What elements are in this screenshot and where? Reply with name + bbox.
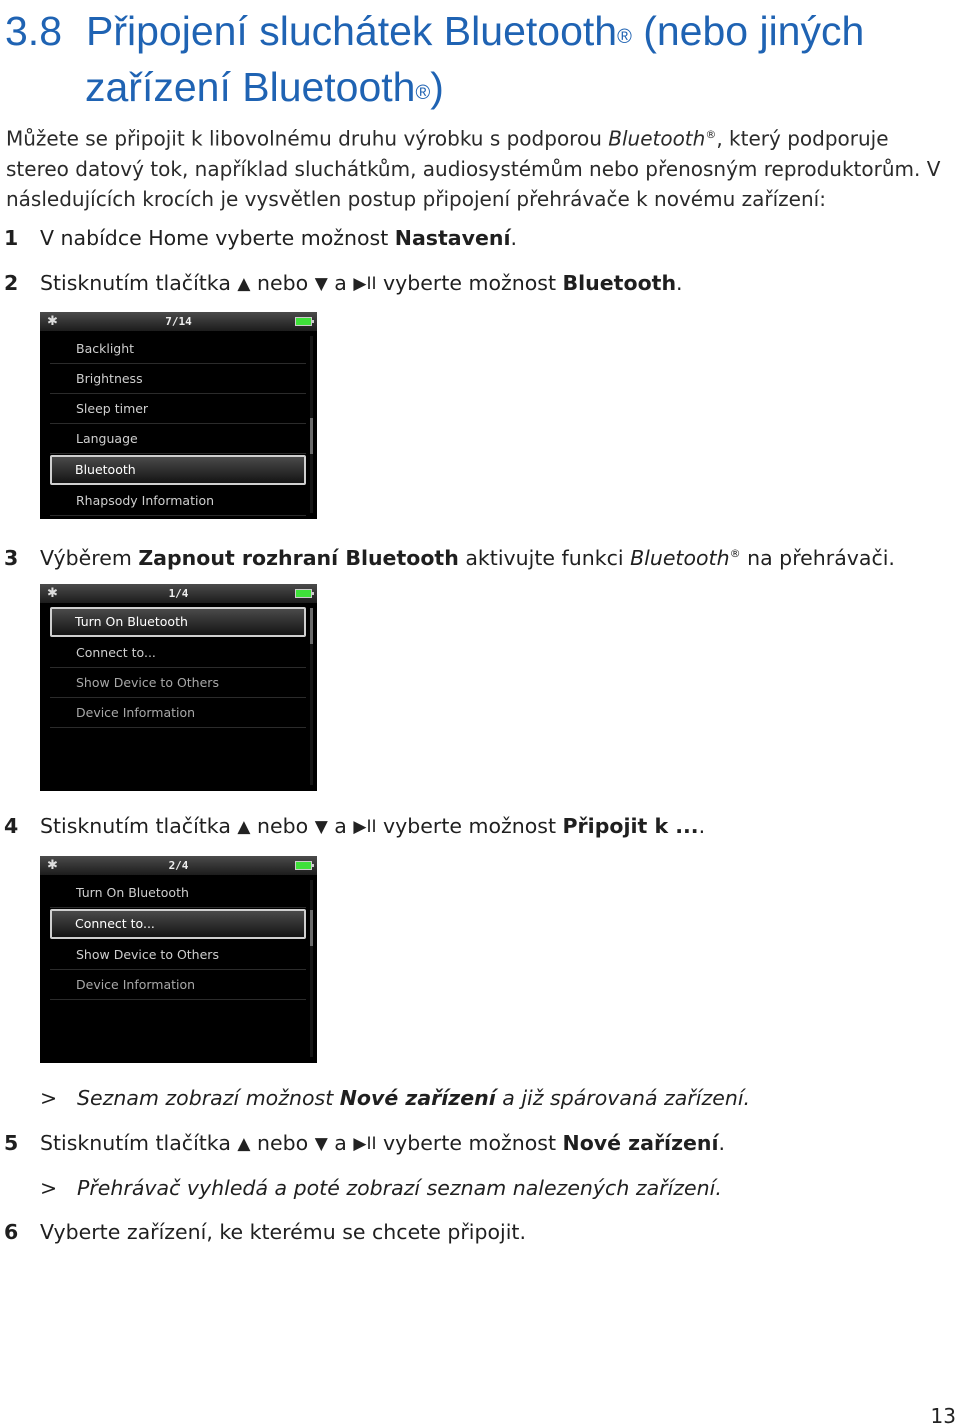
page-number: 13 — [930, 1404, 956, 1428]
step-end: . — [718, 1131, 726, 1155]
menu-item[interactable]: Connect to... — [50, 638, 306, 668]
scrollbar[interactable] — [310, 336, 313, 513]
down-arrow-icon: ▼ — [314, 817, 328, 837]
status-bar — [40, 312, 317, 331]
menu-item[interactable]: Brightness — [50, 364, 306, 394]
play-pause-icon: ▶II — [353, 817, 377, 837]
step-text: Stisknutím tlačítka — [40, 271, 238, 295]
registered-mark: ® — [729, 547, 741, 560]
menu-item[interactable]: Show Device to Others — [50, 940, 306, 970]
scroll-thumb[interactable] — [310, 418, 313, 454]
menu-item[interactable]: Backlight — [50, 334, 306, 364]
intro-bluetooth: Bluetooth — [608, 126, 706, 151]
result-text: a již spárovaná zařízení. — [495, 1086, 751, 1110]
item-counter: 2/4 — [168, 859, 189, 872]
step-number: 3 — [4, 545, 19, 570]
step-bold: Nastavení — [394, 226, 511, 250]
step-bold: Zapnout rozhraní Bluetooth — [138, 545, 459, 570]
step-1 — [4, 224, 517, 252]
intro-text-2: , který podporuje stereo datový tok, například sluchátkům, audiosystémům nebo přenosným reproduktorům. V následujících krocích je vysvětlen postup připojení přehrávače k novému zařízení: — [6, 126, 941, 211]
result-text: Přehrávač vyhledá a poté zobrazí seznam nalezených zařízení. — [77, 1176, 722, 1200]
down-arrow-icon: ▼ — [314, 1134, 328, 1154]
menu-list — [50, 878, 306, 1000]
step-text: nebo — [250, 1131, 315, 1155]
battery-icon — [295, 589, 312, 598]
step-text: aktivujte funkci — [458, 545, 631, 570]
step-bold: Připojit k ... — [562, 814, 699, 838]
intro-paragraph — [6, 120, 956, 214]
play-pause-icon: ▶II — [353, 274, 377, 294]
scrollbar[interactable] — [310, 880, 313, 1057]
battery-icon — [295, 861, 312, 870]
step-5-result — [40, 1174, 722, 1202]
step-3 — [4, 540, 895, 572]
heading-line-1-tail: (nebo jiných — [631, 8, 865, 54]
menu-item[interactable]: Turn On Bluetooth — [50, 878, 306, 908]
registered-mark: ® — [415, 82, 431, 104]
battery-icon — [295, 317, 312, 326]
step-5 — [4, 1129, 725, 1159]
step-number: 4 — [4, 814, 19, 838]
step-text: vyberte možnost — [376, 271, 563, 295]
item-counter: 7/14 — [165, 315, 192, 328]
scroll-thumb[interactable] — [310, 910, 313, 946]
step-text: Stisknutím tlačítka — [40, 1131, 238, 1155]
step-text: a — [327, 814, 354, 838]
menu-item-selected[interactable]: Bluetooth — [50, 455, 306, 485]
step-end: . — [698, 814, 706, 838]
menu-list — [50, 606, 306, 728]
menu-item[interactable]: Language — [50, 424, 306, 454]
up-arrow-icon: ▲ — [237, 1134, 251, 1154]
up-arrow-icon: ▲ — [237, 817, 251, 837]
device-screen-bluetooth-1 — [40, 584, 317, 791]
result-text: Seznam zobrazí možnost — [77, 1086, 340, 1110]
device-screen-bluetooth-2 — [40, 856, 317, 1063]
registered-mark: ® — [617, 26, 632, 48]
step-text: vyberte možnost — [376, 1131, 563, 1155]
scrollbar[interactable] — [310, 608, 313, 785]
step-number: 1 — [4, 226, 19, 250]
step-end: . — [510, 226, 518, 250]
registered-mark: ® — [705, 128, 717, 141]
step-bluetooth: Bluetooth — [630, 545, 730, 570]
heading-line-2-tail: ) — [430, 64, 444, 110]
heading-line-2: zařízení Bluetooth — [85, 64, 416, 110]
step-bold: Bluetooth — [562, 271, 677, 295]
menu-item[interactable]: Rhapsody Information — [50, 486, 306, 516]
step-text: V nabídce Home vyberte možnost — [40, 226, 395, 250]
gear-icon: ✱ — [47, 858, 58, 873]
gear-icon: ✱ — [47, 314, 58, 329]
step-number: 5 — [4, 1131, 19, 1155]
gear-icon: ✱ — [47, 586, 58, 601]
play-pause-icon: ▶II — [353, 1134, 377, 1154]
intro-text-1: Můžete se připojit k libovolnému druhu výrobku s podporou — [6, 126, 609, 151]
step-text: nebo — [250, 814, 315, 838]
down-arrow-icon: ▼ — [314, 274, 328, 294]
up-arrow-icon: ▲ — [237, 274, 251, 294]
result-bold: Nové zařízení — [339, 1086, 496, 1110]
result-marker: > — [40, 1086, 58, 1110]
result-marker: > — [40, 1176, 58, 1200]
step-number: 2 — [4, 271, 19, 295]
step-6 — [4, 1218, 526, 1246]
step-text: Vyberte zařízení, ke kterému se chcete připojit. — [40, 1220, 526, 1244]
step-number: 6 — [4, 1220, 19, 1244]
status-bar — [40, 584, 317, 603]
menu-list — [50, 334, 306, 516]
menu-item-selected[interactable]: Connect to... — [50, 909, 306, 939]
step-end: . — [676, 271, 683, 295]
step-text: vyberte možnost — [376, 814, 563, 838]
menu-item[interactable]: Show Device to Others — [50, 668, 306, 698]
menu-item[interactable]: Device Information — [50, 970, 306, 1000]
step-4 — [4, 812, 705, 842]
step-text: a — [327, 271, 354, 295]
item-counter: 1/4 — [168, 587, 189, 600]
section-heading — [5, 3, 955, 115]
step-text: nebo — [250, 271, 315, 295]
step-4-result — [40, 1084, 750, 1112]
step-text: Výběrem — [40, 545, 139, 570]
scroll-thumb[interactable] — [310, 608, 313, 644]
status-bar — [40, 856, 317, 875]
menu-item[interactable]: Device Information — [50, 698, 306, 728]
section-number: 3.8 — [5, 8, 62, 54]
step-text: na přehrávači. — [740, 545, 895, 570]
menu-item-selected[interactable]: Turn On Bluetooth — [50, 607, 306, 637]
heading-line-1: Připojení sluchátek Bluetooth — [86, 8, 618, 54]
step-text: Stisknutím tlačítka — [40, 814, 238, 838]
step-bold: Nové zařízení — [562, 1131, 719, 1155]
menu-item[interactable]: Sleep timer — [50, 394, 306, 424]
device-screen-settings — [40, 312, 317, 519]
step-text: a — [327, 1131, 354, 1155]
step-2 — [4, 269, 683, 299]
